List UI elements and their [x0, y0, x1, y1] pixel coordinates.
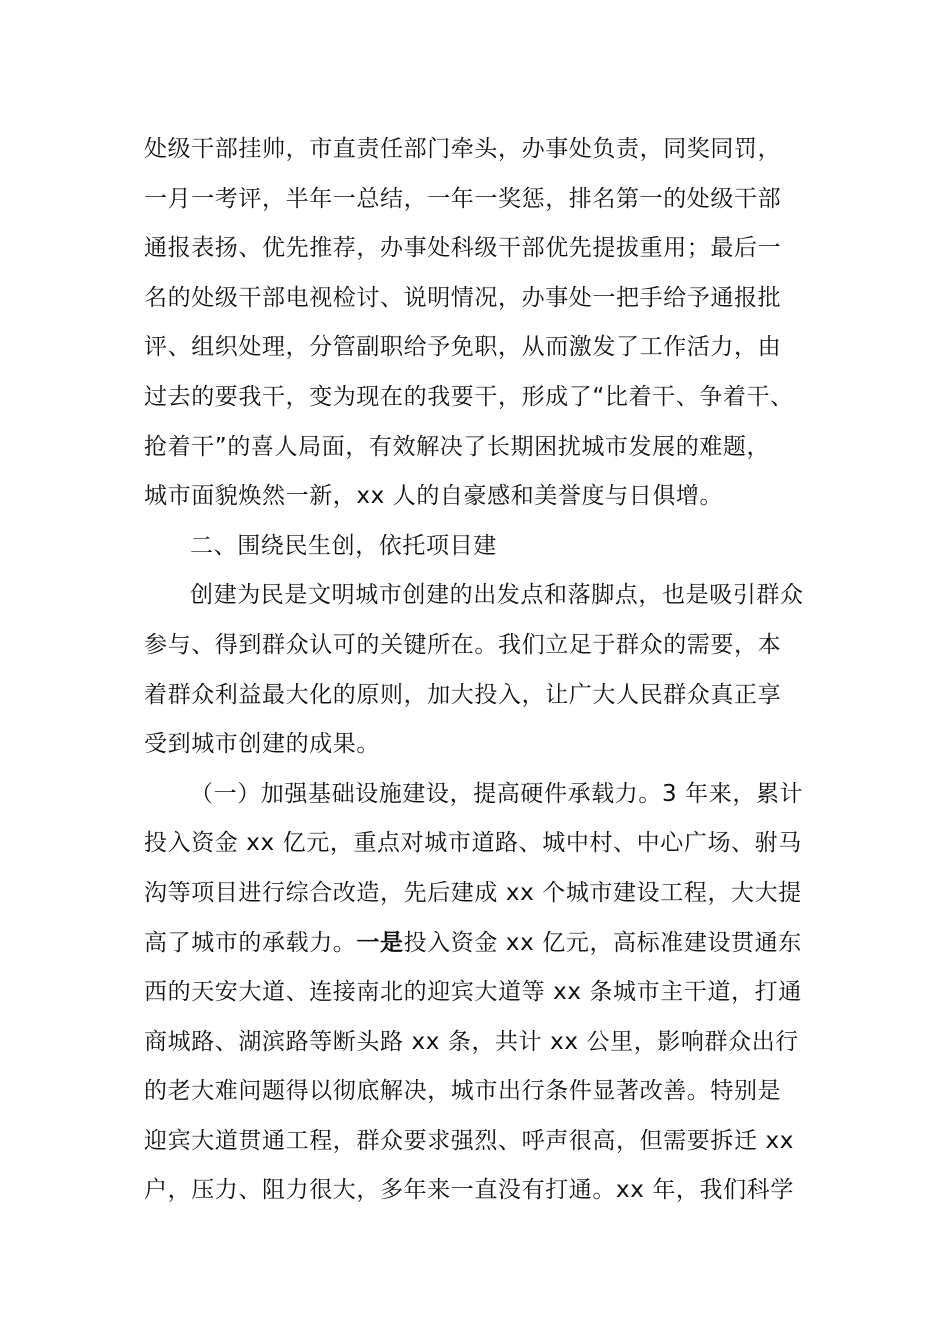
- text-segment: 高了城市的承载力。: [144, 929, 357, 956]
- text-line: 迎宾大道贯通工程，群众要求强烈、呼声很高，但需要拆迁 xx: [144, 1127, 794, 1154]
- text-line: 通报表扬、优先推荐，办事处科级干部优先提拔重用；最后一: [144, 235, 782, 262]
- text-line: 抢着干”的喜人局面，有效解决了长期困扰城市发展的难题，: [144, 433, 771, 460]
- document-body: [144, 125, 814, 1216]
- text-line: 西的天安大道、连接南北的迎宾大道等 xx 条城市主干道，打通: [144, 979, 802, 1006]
- text-line: 受到城市创建的成果。: [144, 731, 380, 758]
- text-line: 评、组织处理，分管副职给予免职，从而激发了工作活力，由: [144, 334, 782, 361]
- text-line: 名的处级干部电视检讨、说明情况，办事处一把手给予通报批: [144, 284, 782, 311]
- text-line: 城市面貌焕然一新，xx 人的自豪感和美誉度与日俱增。: [144, 483, 724, 510]
- text-segment: 投入资金 xx 亿元，高标准建设贯通东: [403, 929, 802, 956]
- bold-lead: 一是: [356, 929, 404, 956]
- text-line: 投入资金 xx 亿元，重点对城市道路、城中村、中心广场、驸马: [144, 830, 802, 857]
- text-line: 过去的要我干，变为现在的我要干，形成了“比着干、争着干、: [144, 383, 794, 410]
- text-line: 户，压力、阻力很大，多年来一直没有打通。xx 年，我们科学: [144, 1177, 794, 1204]
- text-line: 处级干部挂帅，市直责任部门牵头，办事处负责，同奖同罚，: [144, 136, 782, 162]
- text-line: 参与、得到群众认可的关键所在。我们立足于群众的需要，本: [144, 631, 782, 658]
- text-line: 创建为民是文明城市创建的出发点和落脚点，也是吸引群众: [190, 582, 804, 609]
- text-line: 的老大难问题得以彻底解决，城市出行条件显著改善。特别是: [144, 1078, 782, 1105]
- subsection-line: （一）加强基础设施建设，提高硬件承载力。3 年来，累计: [190, 780, 804, 807]
- text-line: 着群众利益最大化的原则，加大投入，让广大人民群众真正享: [144, 681, 782, 708]
- text-line: 沟等项目进行综合改造，先后建成 xx 个城市建设工程，大大提: [144, 879, 802, 906]
- section-heading: 二、围绕民生创，依托项目建: [190, 532, 497, 559]
- text-line: 一月一考评，半年一总结，一年一奖惩，排名第一的处级干部: [144, 185, 782, 212]
- text-line: [144, 919, 814, 969]
- text-line: 商城路、湖滨路等断头路 xx 条，共计 xx 公里，影响群众出行: [144, 1028, 799, 1055]
